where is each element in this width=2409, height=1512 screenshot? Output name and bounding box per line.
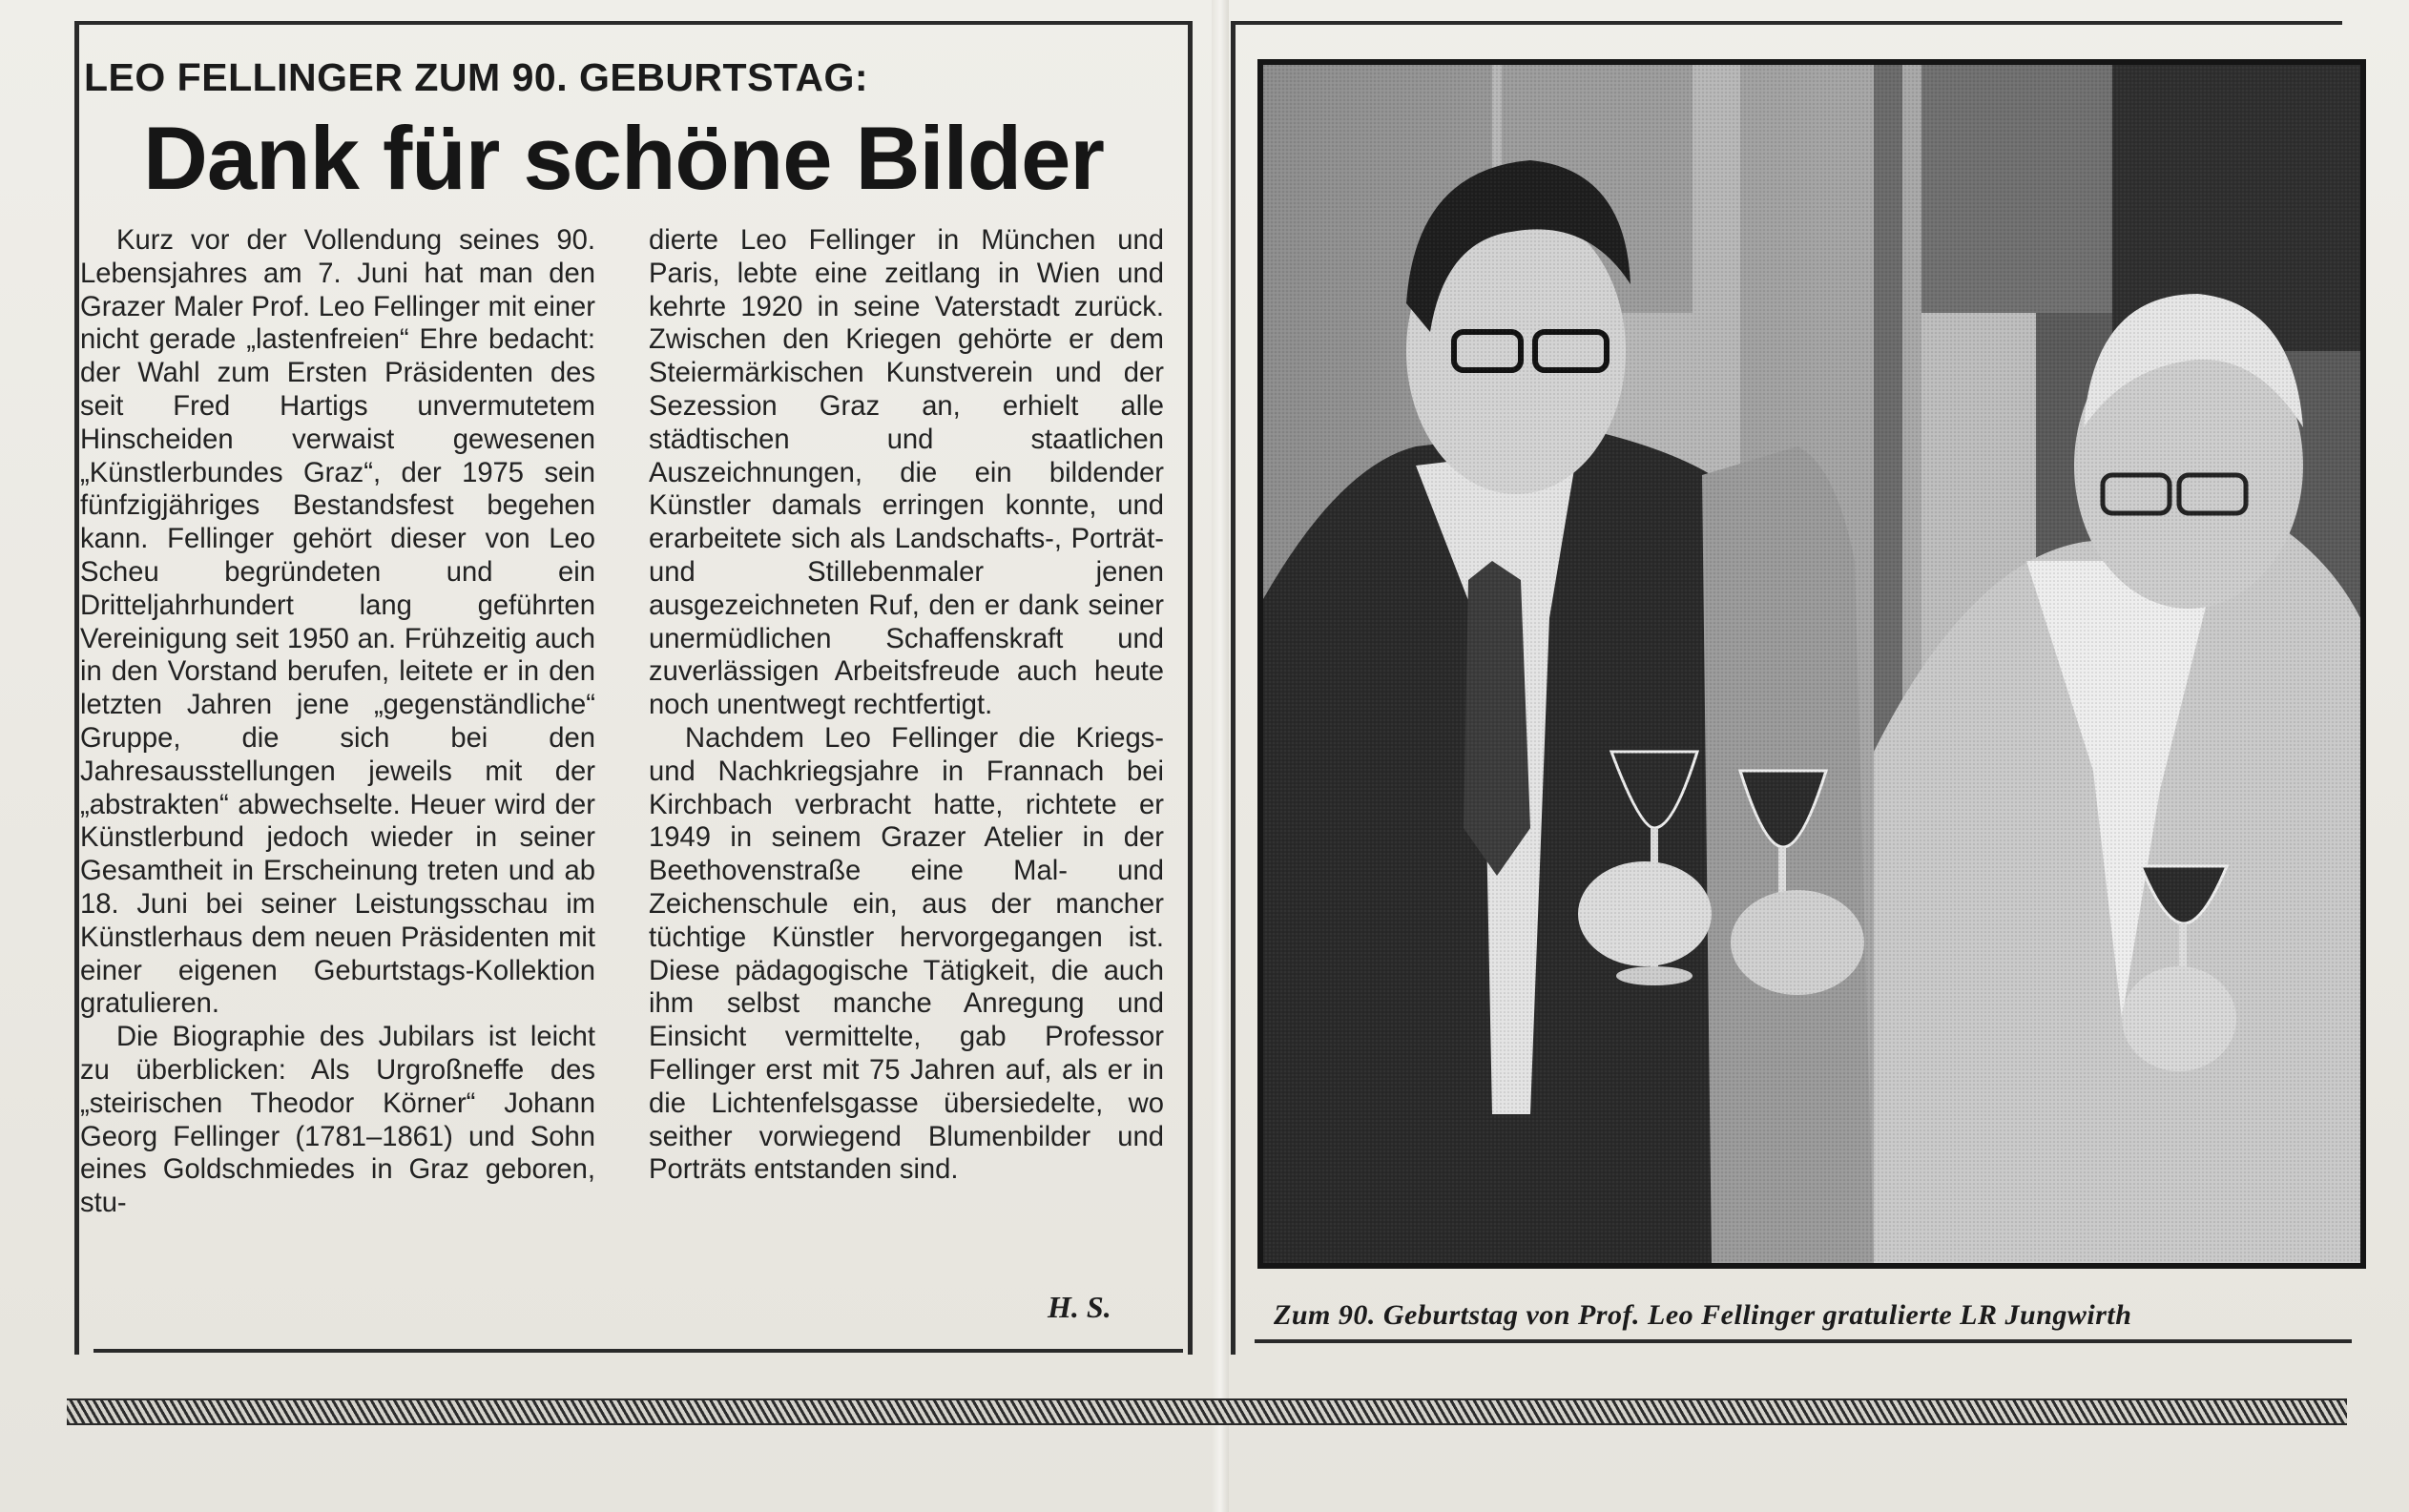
photo-frame-rule [1231, 21, 1236, 1355]
photo-illustration [1263, 65, 2360, 1263]
paragraph: Kurz vor der Vollendung seines 90. Lebensjahres am 7. Juni hat man den Grazer Maler Prof. Leo Fellinger mit einer nicht gerade „lastenfreien“ Ehre bedacht: der Wahl zum Ersten Präsidenten des seit Fred Hartigs unvermutetem Hinscheiden verwaist gewesenen „Künstlerbundes Graz“, der 1975 sein fünfzigjähriges Bestandsfest begehen kann. Fellinger gehört dieser von Leo Scheu begründeten und ein Dritteljahrhundert lang geführten Vereinigung seit 1950 an. Frühzeitig auch in den Vorstand berufen, leitete er in den letzten Jahren jene „gegenständliche“ Gruppe, die sich bei den Jahresausstellungen jeweils mit der „abstrakten“ abwechselte. Heuer wird der Künstlerbund jedoch wieder in seiner Gesamtheit in Erscheinung treten und ab 18. Juni bei seiner Leistungsschau im Künstlerhaus dem neuen Präsidenten mit einer eigenen Geburtstags-Kollektion gratulieren. [80, 225, 595, 1020]
article-column-2 [649, 224, 1164, 1187]
hatched-divider [67, 1398, 2347, 1425]
paper-fold [1212, 0, 1229, 1512]
caption-bottom-rule [1255, 1339, 2352, 1343]
paragraph: dierte Leo Fellinger in München und Paris, lebte eine zeitlang in Wien und kehrte 1920 in seine Vaterstadt zurück. Zwischen den Kriegen gehörte er dem Steiermärkischen Kunstverein und der Sezession Graz an, erhielt alle städtischen und staatlichen Auszeichnungen, die ein bildender Künstler damals erringen konnte, und erarbeitete sich als Landschafts-, Porträt- und Stillebenmaler jenen ausgezeichneten Ruf, den er dank seiner unermüdlichen Schaffenskraft und zuverlässigen Arbeitsfreude auch heute noch unentwegt rechtfertigt. [649, 225, 1164, 721]
top-rule-right [1231, 21, 2342, 25]
article-bottom-rule [93, 1349, 1183, 1353]
article-column-1 [80, 224, 595, 1220]
news-photo [1257, 59, 2366, 1269]
article-kicker: LEO FELLINGER ZUM 90. GEBURTSTAG: [84, 55, 869, 99]
photo-caption: Zum 90. Geburtstag von Prof. Leo Fellinger gratulierte LR Jungwirth [1274, 1299, 2132, 1331]
paragraph: Nachdem Leo Fellinger die Kriegs- und Nachkriegsjahre in Frannach bei Kirchbach verbracht hatte, richtete er 1949 in seinem Grazer Atelier in der Beethovenstraße eine Mal- und Zeichenschule ein, aus der mancher tüchtige Künstler hervorgegangen ist. Diese pädagogische Tätigkeit, die auch ihm selbst manche Anregung und Einsicht vermittelte, gab Professor Fellinger erst mit 75 Jahren auf, als er in die Lichtenfelsgasse übersiedelte, wo seither vorwiegend Blumenbilder und Porträts entstanden sind. [649, 722, 1164, 1186]
author-initials: H. S. [1048, 1290, 1111, 1324]
paragraph: Die Biographie des Jubilars ist leicht zu überblicken: Als Urgroßneffe des „steirischen Theodor Körner“ Johann Georg Fellinger (1781–1861) und Sohn eines Goldschmiedes in Graz geboren, stu- [80, 1022, 595, 1219]
article-headline: Dank für schöne Bilder [143, 108, 1104, 208]
